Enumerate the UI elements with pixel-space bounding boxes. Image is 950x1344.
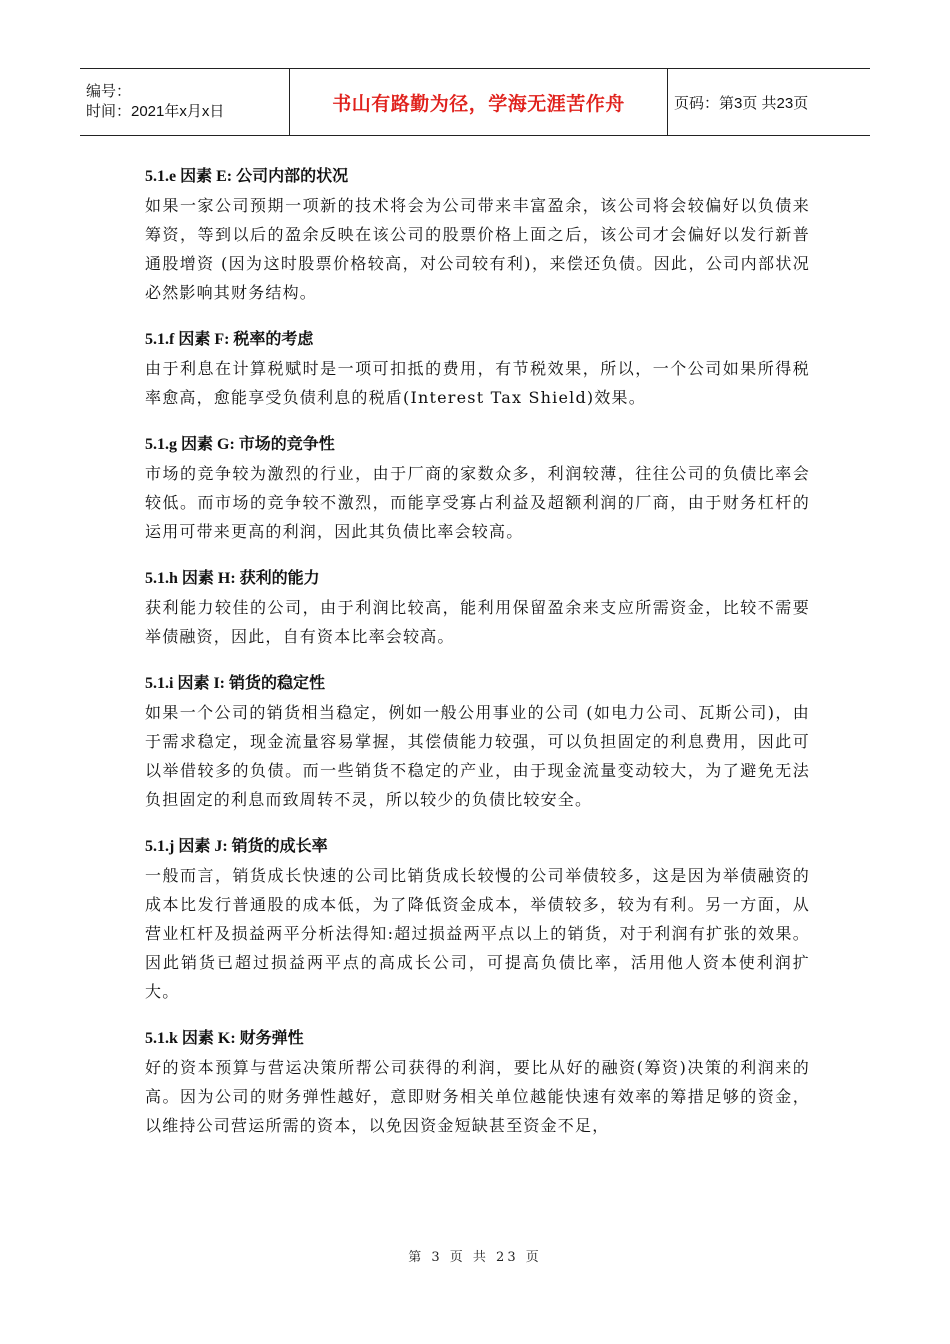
serial-number-label: 编号： <box>86 83 132 100</box>
section-body: 一般而言，销货成长快速的公司比销货成长较慢的公司举债较多，这是因为举债融资的成本比发行普通股的成本低，为了降低资金成本，举债较多，较为有利。另一方面，从营业杠杆及损益两平分析法得知:超过损益两平点以上的销货，对于利润有扩张的效果。因此销货已超过损益两平点的高成长公司，可提高负债比率，活用他人资本使利润扩大。 <box>145 866 810 1001</box>
header-meta <box>80 69 290 136</box>
section-h <box>145 564 810 651</box>
header-page-info: 页码：第3页 共23页 <box>668 69 871 136</box>
section-body: 市场的竞争较为激烈的行业，由于厂商的家数众多，利润较薄，往往公司的负债比率会较低。而市场的竞争较不激烈，而能享受寡占利益及超额利润的厂商，由于财务杠杆的运用可带来更高的利润，因此其负债比率会较高。 <box>145 464 810 541</box>
document-body <box>145 162 810 1158</box>
section-body: 获利能力较佳的公司，由于利润比较高，能利用保留盈余来支应所需资金，比较不需要举债融资，因此，自有资本比率会较高。 <box>145 598 810 646</box>
section-title: 5.1.h 因素 H: 获利的能力 <box>145 570 320 587</box>
section-k <box>145 1024 810 1140</box>
section-body: 如果一家公司预期一项新的技术将会为公司带来丰富盈余，该公司将会较偏好以负债来筹资，等到以后的盈余反映在该公司的股票价格上面之后，该公司才会偏好以发行新普通股增资 (因为这时股票价格较高，对公司较有利)，来偿还负债。因此，公司内部状况必然影响其财务结构。 <box>145 196 810 302</box>
section-body: 好的资本预算与营运决策所帮公司获得的利润，要比从好的融资(筹资)决策的利润来的高。因为公司的财务弹性越好，意即财务相关单位越能快速有效率的筹措足够的资金，以维持公司营运所需的资本，以免因资金短缺甚至资金不足， <box>145 1058 810 1135</box>
section-title: 5.1.f 因素 F: 税率的考虑 <box>145 331 314 348</box>
page-footer: 第 3 页 共 23 页 <box>408 1250 542 1265</box>
motto: 书山有路勤为径，学海无涯苦作舟 <box>332 92 625 115</box>
section-i <box>145 669 810 814</box>
section-e <box>145 162 810 307</box>
section-body: 如果一个公司的销货相当稳定，例如一般公用事业的公司 (如电力公司、瓦斯公司)，由于需求稳定，现金流量容易掌握，其偿债能力较强，可以负担固定的利息费用，因此可以举借较多的负债。而一些销货不稳定的产业，由于现金流量变动较大，为了避免无法负担固定的利息而致周转不灵，所以较少的负债比较安全。 <box>145 703 810 809</box>
section-title: 5.1.e 因素 E: 公司内部的状况 <box>145 168 349 185</box>
section-body: 由于利息在计算税赋时是一项可扣抵的费用，有节税效果，所以，一个公司如果所得税率愈高，愈能享受负债利息的税盾(Interest Tax Shield)效果。 <box>145 359 810 407</box>
time-label: 时间：2021年x月x日 <box>86 103 225 120</box>
section-title: 5.1.g 因素 G: 市场的竞争性 <box>145 436 335 453</box>
section-title: 5.1.j 因素 J: 销货的成长率 <box>145 838 328 855</box>
section-title: 5.1.i 因素 I: 销货的稳定性 <box>145 675 326 692</box>
header-motto-cell <box>290 69 668 136</box>
section-j <box>145 832 810 1006</box>
section-title: 5.1.k 因素 K: 财务弹性 <box>145 1030 304 1047</box>
document-header <box>80 68 870 136</box>
section-g <box>145 430 810 546</box>
section-f <box>145 325 810 412</box>
